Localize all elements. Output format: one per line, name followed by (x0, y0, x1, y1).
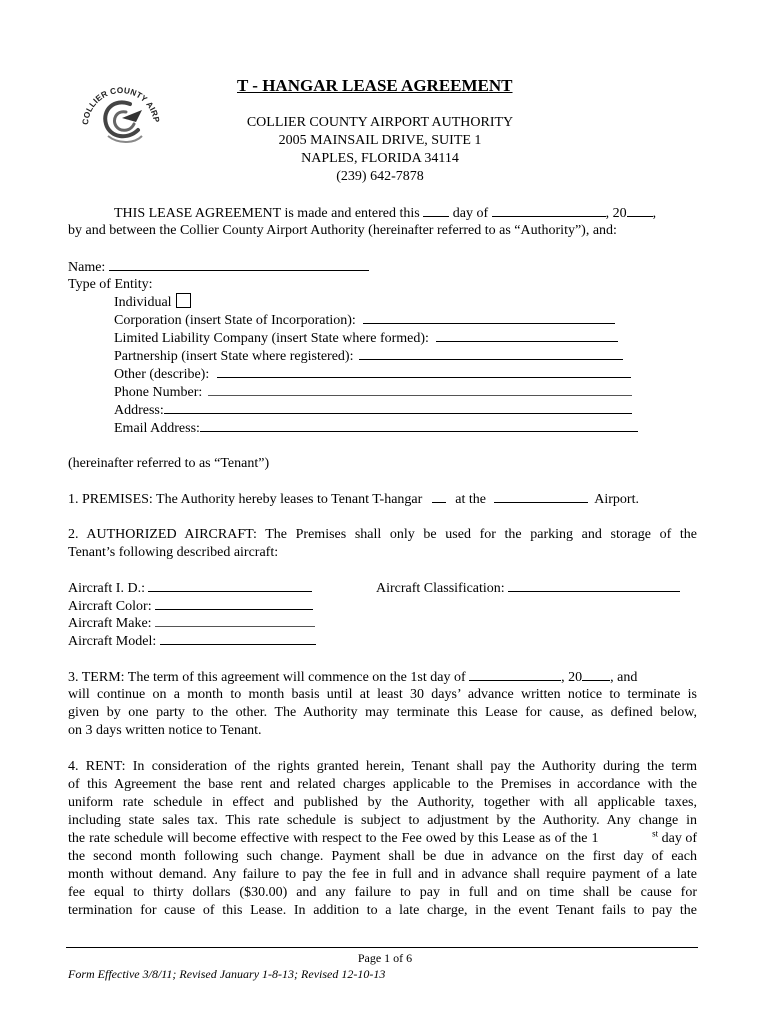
premises-text-c: Airport. (594, 492, 639, 507)
org-address-line-2: NAPLES, FLORIDA 34114 (301, 151, 459, 166)
footer-divider (66, 947, 698, 948)
rent-line-4: including state sales tax. This rate schedule is subject to adjustment by the Authority. Any change in (68, 813, 697, 828)
org-address-line-1: 2005 MAINSAIL DRIVE, SUITE 1 (278, 133, 482, 148)
other-row (114, 365, 631, 384)
intro-day-blank[interactable] (423, 204, 449, 217)
rent-line-6: the second month following such change. Payment shall be due in advance on the first day of each (68, 849, 697, 864)
term-text-a: 3. TERM: The term of this agreement will commence on the 1st day of (68, 670, 466, 685)
address-row (114, 401, 632, 420)
logo-text: COLLIER COUNTY AIRP (79, 84, 162, 126)
airport-name-field[interactable] (494, 490, 588, 503)
org-phone: (239) 642-7878 (336, 169, 424, 184)
address-label: Address: (114, 403, 164, 418)
corporation-state-field[interactable] (363, 311, 615, 324)
premises-clause (68, 490, 639, 509)
aircraft-clause-line-1: 2. AUTHORIZED AIRCRAFT: The Premises shall only be used for the parking and storage of the (68, 527, 697, 542)
rent-line-7: month without demand. Any failure to pay the fee in full and in advance shall require payment of a late (68, 867, 697, 882)
svg-text:COLLIER COUNTY AIRPORT AUTHORI (78, 74, 162, 125)
page-number: Page 1 of 6 (357, 951, 413, 965)
premises-text-a: 1. PREMISES: The Authority hereby leases to Tenant T-hangar (68, 492, 423, 507)
phone-field[interactable] (208, 383, 632, 396)
intro-text-c: , 20 (605, 206, 627, 221)
term-line-2: will continue on a month to month basis until at least 30 days’ advance written notice to terminate is (68, 687, 697, 702)
rent-line-5-text: the rate schedule will become effective with respect to the Fee owed by this Lease as of the 1 (68, 831, 599, 846)
premises-text-b: at the (455, 492, 487, 507)
partnership-label: Partnership (insert State where registered): (114, 349, 354, 364)
email-label: Email Address: (114, 421, 200, 436)
rent-line-3: uniform rate schedule in effect and published by the Authority, together with all applicable taxes, (68, 795, 697, 810)
logo-seal-icon (78, 74, 164, 160)
rent-line-1: 4. RENT: In consideration of the rights granted herein, Tenant shall pay the Authority during the term (68, 759, 697, 774)
aircraft-make-row (68, 614, 315, 633)
name-label: Name: (68, 260, 106, 275)
aircraft-color-field[interactable] (155, 597, 313, 610)
rent-line-5-sup: st (652, 828, 659, 839)
term-line-3: given by one party to the other. The Authority may terminate this Lease for cause, as defined below, (68, 705, 697, 720)
individual-row (114, 293, 191, 312)
term-start-year-field[interactable] (582, 668, 610, 681)
address-field[interactable] (164, 401, 632, 414)
term-start-month-field[interactable] (469, 668, 561, 681)
individual-label: Individual (114, 295, 172, 310)
aircraft-model-row (68, 632, 316, 651)
phone-label: Phone Number: (114, 385, 203, 400)
aircraft-classification-row (376, 579, 680, 598)
email-field[interactable] (200, 419, 638, 432)
term-text-c: , and (610, 670, 638, 685)
other-description-field[interactable] (217, 365, 631, 378)
aircraft-id-row (68, 579, 312, 598)
intro-year-blank[interactable] (627, 204, 653, 217)
intro-line-1 (114, 204, 656, 223)
aircraft-color-label: Aircraft Color: (68, 599, 152, 614)
intro-text-a: THIS LEASE AGREEMENT is made and entered this (114, 206, 420, 221)
aircraft-id-label: Aircraft I. D.: (68, 581, 145, 596)
partnership-state-field[interactable] (359, 347, 623, 360)
email-row (114, 419, 638, 438)
corporation-label: Corporation (insert State of Incorporation): (114, 313, 356, 328)
rent-line-9: termination for cause of this Lease. In addition to a late charge, in the event Tenant fails to pay the (68, 903, 697, 918)
other-label: Other (describe): (114, 367, 210, 382)
aircraft-model-field[interactable] (160, 632, 316, 645)
intro-line-2: by and between the Collier County Airport Authority (hereinafter referred to as “Authority”), and: (68, 223, 617, 238)
rent-line-5-end: day of (658, 831, 697, 846)
term-text-b: , 20 (561, 670, 583, 685)
form-revision-note: Form Effective 3/8/11; Revised January 1-8-13; Revised 12-10-13 (68, 967, 386, 981)
name-field[interactable] (109, 258, 369, 271)
aircraft-id-field[interactable] (148, 579, 312, 592)
intro-text-d: , (652, 206, 657, 221)
entity-type-label: Type of Entity: (68, 277, 153, 292)
aircraft-classification-field[interactable] (508, 579, 680, 592)
rent-line-2: of this Agreement the base rent and related charges applicable to the Premises in accordance with the (68, 777, 697, 792)
name-row (68, 258, 369, 277)
corporation-row (114, 311, 615, 330)
aircraft-make-label: Aircraft Make: (68, 616, 152, 631)
aircraft-classification-label: Aircraft Classification: (376, 581, 505, 596)
intro-month-blank[interactable] (492, 204, 606, 217)
tenant-definition: (hereinafter referred to as “Tenant”) (68, 456, 270, 471)
individual-checkbox[interactable] (176, 293, 191, 308)
llc-row (114, 329, 618, 348)
term-line-4: on 3 days written notice to Tenant. (68, 723, 262, 738)
intro-text-b: day of (452, 206, 489, 221)
llc-state-field[interactable] (436, 329, 618, 342)
aircraft-clause-line-2: Tenant’s following described aircraft: (68, 545, 279, 560)
hangar-number-field[interactable] (432, 490, 446, 503)
aircraft-make-field[interactable] (155, 614, 315, 627)
rent-line-5 (68, 830, 697, 848)
aircraft-model-label: Aircraft Model: (68, 634, 157, 649)
rent-line-8: fee equal to thirty dollars ($30.00) and any failure to pay in full and on time shall be cause for (68, 885, 697, 900)
document-title: T - HANGAR LEASE AGREEMENT (237, 76, 513, 95)
term-line-1 (68, 668, 697, 687)
partnership-row (114, 347, 623, 366)
org-name: COLLIER COUNTY AIRPORT AUTHORITY (246, 115, 514, 130)
llc-label: Limited Liability Company (insert State where formed): (114, 331, 429, 346)
authority-logo (78, 74, 164, 160)
phone-row (114, 383, 632, 402)
